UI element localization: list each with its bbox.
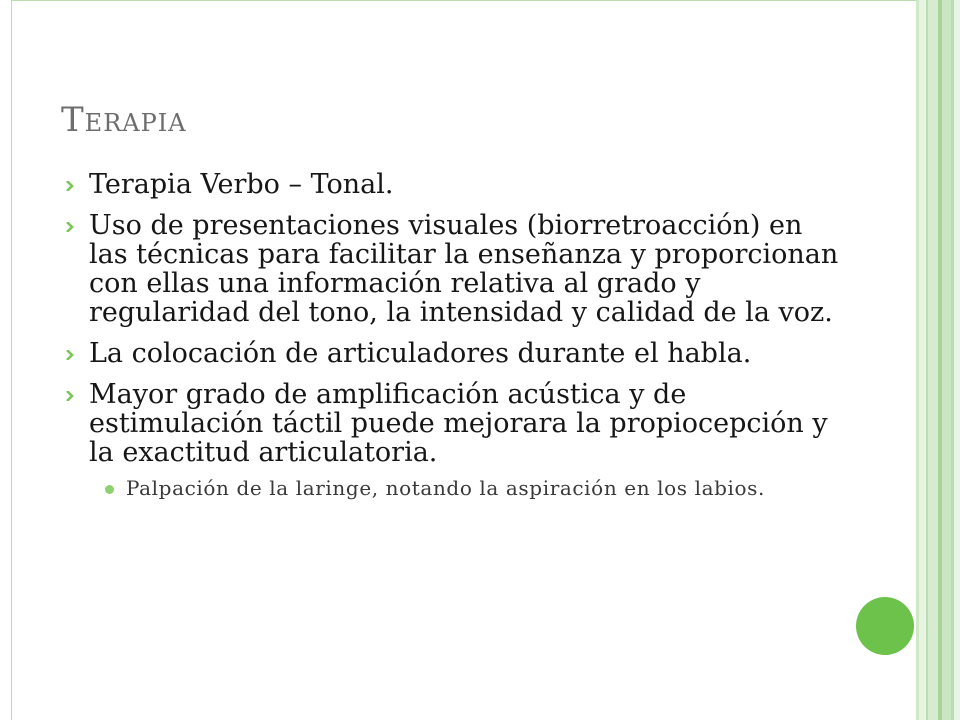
arrow-bullet-icon — [65, 181, 75, 191]
arrow-bullet-icon — [65, 222, 75, 232]
decorative-circle — [856, 597, 914, 655]
frame-top-line — [11, 0, 919, 1]
bullet-item — [60, 211, 840, 327]
bullet-list — [60, 170, 840, 500]
bullet-text: Terapia Verbo – Tonal. — [89, 169, 394, 200]
bullet-text: La colocación de articuladores durante el habla. — [89, 338, 752, 369]
arrow-bullet-icon — [65, 350, 75, 360]
bullet-item — [60, 339, 840, 368]
sub-bullet-text: Palpación de la laringe, notando la aspiración en los labios. — [126, 476, 765, 500]
frame-left-line — [11, 0, 12, 720]
bullet-text: Mayor grado de amplificación acústica y de estimulación táctil puede mejorara la propiocepción y la exactitud articulatoria. — [89, 379, 828, 468]
stripe — [919, 0, 926, 720]
arrow-bullet-icon — [65, 391, 75, 401]
stripe — [928, 0, 938, 720]
stripe — [954, 0, 960, 720]
stripe — [942, 0, 951, 720]
bullet-item — [60, 170, 840, 199]
dot-bullet-icon — [105, 485, 114, 494]
bullet-item — [60, 380, 840, 467]
decorative-stripes — [916, 0, 960, 720]
bullet-text: Uso de presentaciones visuales (biorretroacción) en las técnicas para facilitar la enseñanza y proporcionan con ellas una información relativa al grado y regularidad del tono, la intensidad y calidad de la voz. — [89, 210, 839, 328]
sub-bullet-item — [60, 477, 840, 500]
slide-title: Terapia — [61, 100, 187, 140]
